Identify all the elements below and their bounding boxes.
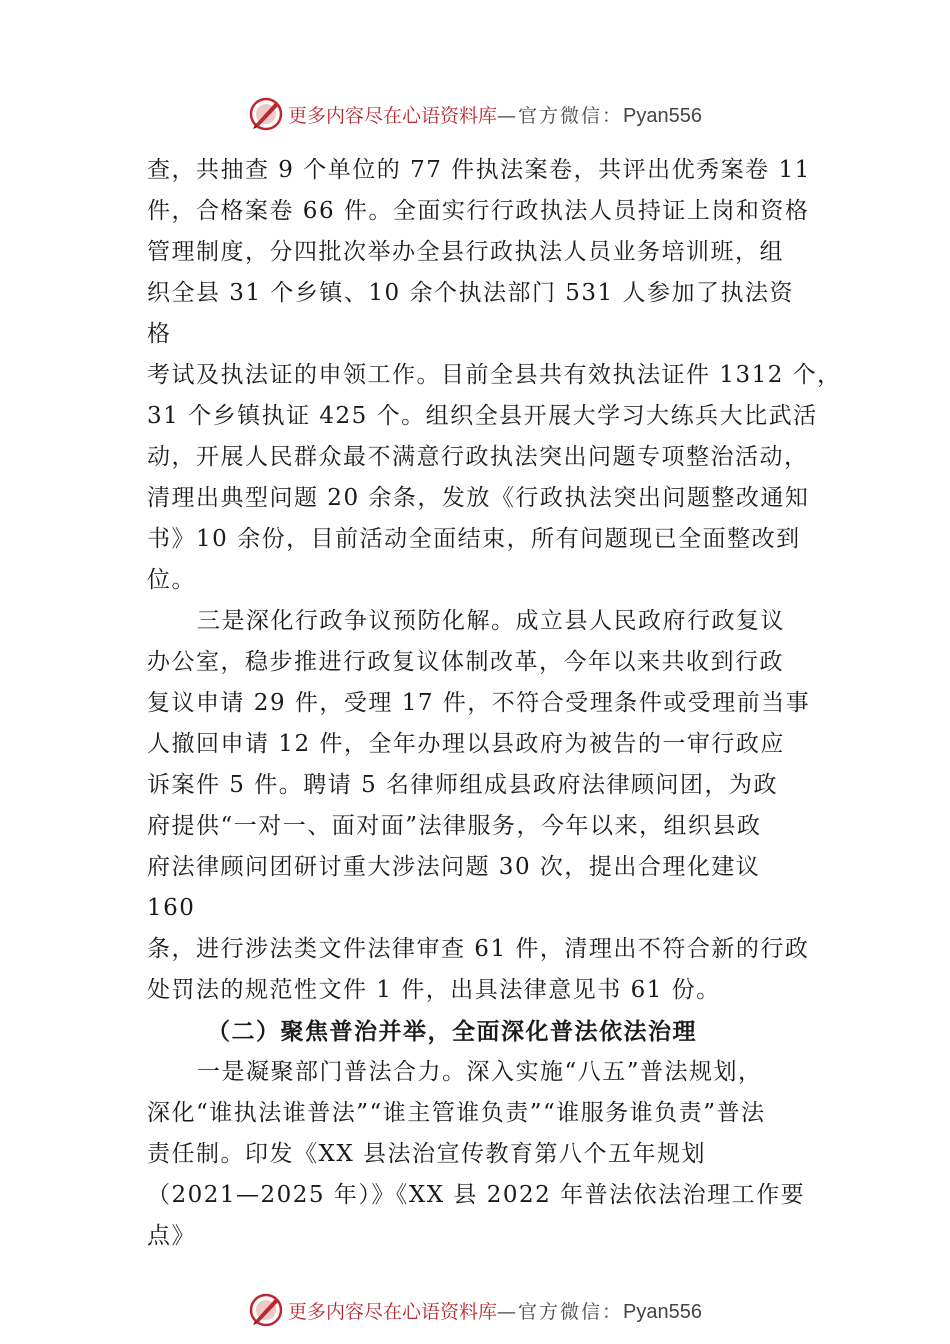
text-line: 三是深化行政争议预防化解。成立县人民政府行政复议 <box>197 608 785 634</box>
pen-logo-icon <box>248 96 284 132</box>
document-body <box>147 150 842 1257</box>
text-line: 办公室，稳步推进行政复议体制改革，今年以来共收到行政 <box>147 649 784 675</box>
banner-wechat-label: 官方微信： <box>518 1300 624 1323</box>
text-line: 件，合格案卷 66 件。全面实行行政执法人员持证上岗和资格 <box>147 198 810 224</box>
text-line: 府提供“一对一、面对面”法律服务，今年以来，组织县政 <box>147 813 762 839</box>
banner-dash: — <box>497 104 519 127</box>
pen-logo-icon <box>248 1292 284 1328</box>
header-banner <box>0 94 950 134</box>
footer-banner <box>0 1290 950 1330</box>
text-line: 格 <box>147 321 172 347</box>
banner-text <box>288 101 702 128</box>
text-line: 书》10 余份，目前活动全面结束，所有问题现已全面整改到 <box>147 526 801 552</box>
text-line: 一是凝聚部门普法合力。深入实施“八五”普法规划， <box>197 1059 763 1085</box>
text-line: 处罚法的规范性文件 1 件，出具法律意见书 61 份。 <box>147 977 721 1003</box>
text-line: 31 个乡镇执证 425 个。组织全县开展大学习大练兵大比武活 <box>147 403 818 429</box>
banner-wechat-id: Pyan556 <box>623 104 702 127</box>
banner-dash: — <box>497 1300 519 1323</box>
text-line: 复议申请 29 件，受理 17 件，不符合受理条件或受理前当事 <box>147 690 811 716</box>
text-line: 查，共抽查 9 个单位的 77 件执法案卷，共评出优秀案卷 11 <box>147 157 811 183</box>
section-heading: （二）聚焦普治并举，全面深化普法依法治理 <box>207 1018 697 1045</box>
banner-text <box>288 1297 702 1324</box>
text-line: 深化“谁执法谁普法”“谁主管谁负责”“谁服务谁负责”普法 <box>147 1100 766 1126</box>
text-line: 160 <box>147 895 196 921</box>
text-line: 清理出典型问题 20 余条，发放《行政执法突出问题整改通知 <box>147 485 810 511</box>
text-line: 诉案件 5 件。聘请 5 名律师组成县政府法律顾问团，为政 <box>147 772 779 798</box>
text-line: 责任制。印发《XX 县法治宣传教育第八个五年规划 <box>147 1141 707 1167</box>
banner-red-text: 更多内容尽在心语资料库 <box>288 104 498 127</box>
text-line: 位。 <box>147 567 196 593</box>
text-line: 织全县 31 个乡镇、10 余个执法部门 531 人参加了执法资 <box>147 280 794 306</box>
text-line: 条，进行涉法类文件法律审查 61 件，清理出不符合新的行政 <box>147 936 810 962</box>
banner-wechat-label: 官方微信： <box>518 104 624 127</box>
text-line: 管理制度，分四批次举办全县行政执法人员业务培训班，组 <box>147 239 784 265</box>
text-line: （2021—2025 年）》《XX 县 2022 年普法依法治理工作要 <box>147 1182 806 1208</box>
banner-wechat-id: Pyan556 <box>623 1300 702 1323</box>
text-line: 府法律顾问团研讨重大涉法问题 30 次，提出合理化建议 <box>147 854 761 880</box>
text-line: 考试及执法证的申领工作。目前全县共有效执法证件 1312 个， <box>147 362 842 388</box>
text-line: 点》 <box>147 1223 196 1249</box>
banner-red-text: 更多内容尽在心语资料库 <box>288 1300 498 1323</box>
text-line: 动，开展人民群众最不满意行政执法突出问题专项整治活动， <box>147 444 809 470</box>
text-line: 人撤回申请 12 件，全年办理以县政府为被告的一审行政应 <box>147 731 785 757</box>
